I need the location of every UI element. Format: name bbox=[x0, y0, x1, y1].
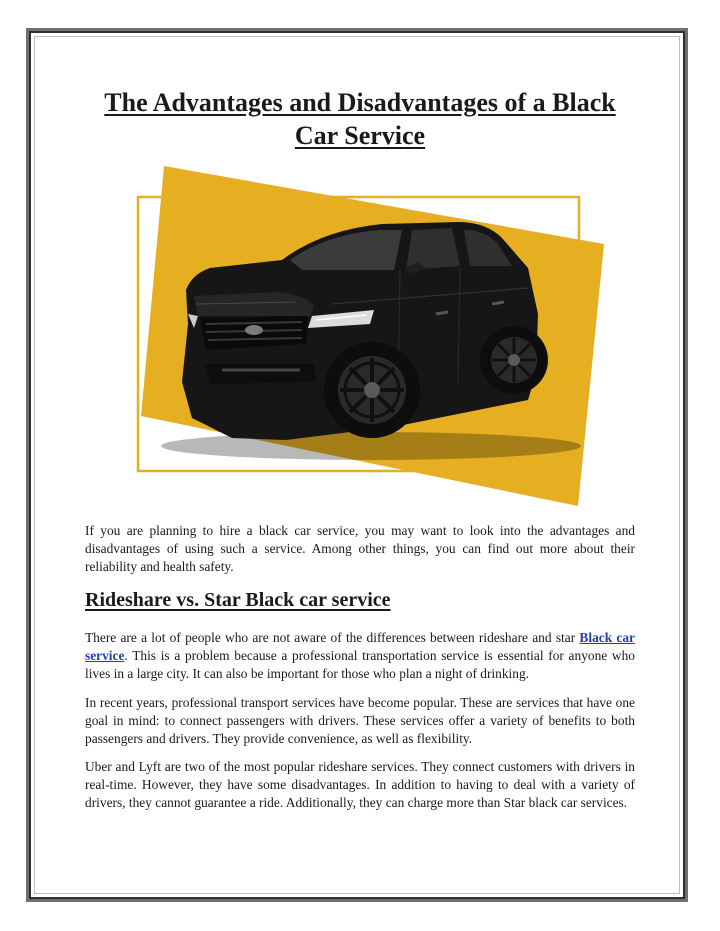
document-title: The Advantages and Disadvantages of a Black Car Service bbox=[104, 88, 616, 150]
black-car-service-link[interactable]: Black car service bbox=[85, 630, 635, 663]
paragraph-3: Uber and Lyft are two of the most popular rideshare services. They connect customers with drivers in real-time. However, they have some disadvantages. In addition to having to deal with a variety of drivers, they cannot guarantee a ride. Additionally, they can charge more than Star black car services. bbox=[85, 759, 635, 810]
paragraph-1-text-a: There are a lot of people who are not aware of the differences between rideshare and star bbox=[85, 630, 580, 645]
intro-paragraph: If you are planning to hire a black car service, you may want to look into the advantages and disadvantages of using such a service. Among other things, you can find out more about their reliability and health safety. bbox=[85, 523, 635, 574]
paragraph-2: In recent years, professional transport services have become popular. These are services that have one goal in mind: to connect passengers with drivers. These services offer a variety of benefits to both passengers and drivers. They provide convenience, as well as flexibility. bbox=[85, 695, 635, 746]
paragraph-1-text-b: . This is a problem because a professional transportation service is essential for anyone who lives in a large city. It can also be important for those who plan a night of drinking. bbox=[85, 648, 635, 681]
black-suv-image bbox=[136, 164, 606, 506]
section-heading: Rideshare vs. Star Black car service bbox=[85, 589, 391, 611]
front-wheel bbox=[324, 342, 420, 438]
paragraph-1 bbox=[85, 629, 635, 683]
rear-wheel bbox=[480, 326, 548, 394]
